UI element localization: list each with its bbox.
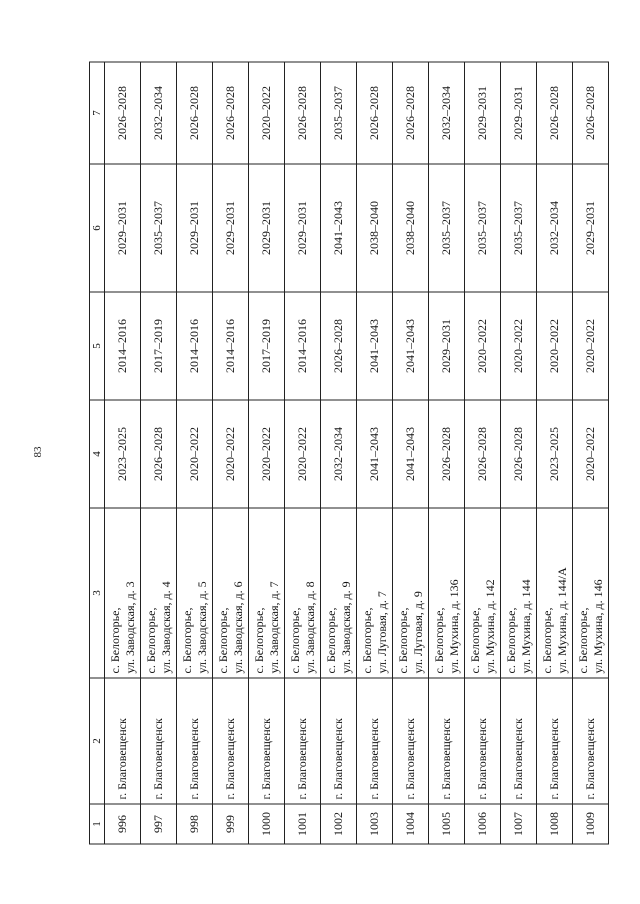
period-cell: 2032–2034 — [141, 62, 177, 164]
period-cell: 2026–2028 — [465, 400, 501, 508]
address-cell: с. Белогорье, ул. Заводская, д. 8 — [285, 508, 321, 678]
period-cell: 2014–2016 — [213, 292, 249, 400]
period-cell: 2035–2037 — [465, 164, 501, 292]
period-cell: 2026–2028 — [177, 62, 213, 164]
period-cell: 2035–2037 — [501, 164, 537, 292]
column-header: 1 — [90, 804, 105, 844]
row-number-cell: 998 — [177, 804, 213, 844]
row-number-cell: 1008 — [537, 804, 573, 844]
period-cell: 2026–2028 — [321, 292, 357, 400]
page-number: 83 — [32, 446, 44, 458]
period-cell: 2029–2031 — [213, 164, 249, 292]
period-cell: 2014–2016 — [177, 292, 213, 400]
period-cell: 2041–2043 — [321, 164, 357, 292]
period-cell: 2023–2025 — [537, 400, 573, 508]
period-cell: 2041–2043 — [393, 292, 429, 400]
address-cell: с. Белогорье, ул. Заводская, д. 5 — [177, 508, 213, 678]
table-row — [573, 62, 609, 844]
row-number-cell: 1001 — [285, 804, 321, 844]
period-cell: 2020–2022 — [177, 400, 213, 508]
table-row — [537, 62, 573, 844]
period-cell: 2026–2028 — [105, 62, 141, 164]
column-header: 4 — [90, 400, 105, 508]
table-header — [90, 62, 105, 844]
table-row — [249, 62, 285, 844]
table-row — [501, 62, 537, 844]
table-row — [429, 62, 465, 844]
table-row — [393, 62, 429, 844]
period-cell: 2026–2028 — [393, 62, 429, 164]
period-cell: 2041–2043 — [393, 400, 429, 508]
period-cell: 2014–2016 — [285, 292, 321, 400]
period-cell: 2020–2022 — [465, 292, 501, 400]
address-cell: с. Белогорье, ул. Луговая, д. 9 — [393, 508, 429, 678]
table-row — [285, 62, 321, 844]
city-cell: г. Благовещенск — [141, 678, 177, 804]
period-cell: 2026–2028 — [429, 400, 465, 508]
period-cell: 2020–2022 — [573, 292, 609, 400]
column-header: 6 — [90, 164, 105, 292]
city-cell: г. Благовещенск — [357, 678, 393, 804]
row-number-cell: 1005 — [429, 804, 465, 844]
period-cell: 2038–2040 — [357, 164, 393, 292]
period-cell: 2029–2031 — [573, 164, 609, 292]
period-cell: 2020–2022 — [501, 292, 537, 400]
city-cell: г. Благовещенск — [465, 678, 501, 804]
column-header: 2 — [90, 678, 105, 804]
city-cell: г. Благовещенск — [537, 678, 573, 804]
row-number-cell: 1009 — [573, 804, 609, 844]
data-table — [89, 62, 609, 845]
table-row — [105, 62, 141, 844]
row-number-cell: 997 — [141, 804, 177, 844]
table-row — [177, 62, 213, 844]
period-cell: 2029–2031 — [285, 164, 321, 292]
address-cell: с. Белогорье, ул. Мухина, д. 136 — [429, 508, 465, 678]
address-cell: с. Белогорье, ул. Мухина, д. 146 — [573, 508, 609, 678]
period-cell: 2020–2022 — [213, 400, 249, 508]
row-number-cell: 1004 — [393, 804, 429, 844]
row-number-cell: 999 — [213, 804, 249, 844]
row-number-cell: 1006 — [465, 804, 501, 844]
row-number-cell: 1000 — [249, 804, 285, 844]
period-cell: 2029–2031 — [429, 292, 465, 400]
header-row — [90, 62, 105, 844]
table-row — [465, 62, 501, 844]
address-cell: с. Белогорье, ул. Заводская, д. 6 — [213, 508, 249, 678]
address-cell: с. Белогорье, ул. Мухина, д. 144/А — [537, 508, 573, 678]
period-cell: 2029–2031 — [177, 164, 213, 292]
address-cell: с. Белогорье, ул. Заводская, д. 4 — [141, 508, 177, 678]
period-cell: 2038–2040 — [393, 164, 429, 292]
table-container — [89, 62, 609, 844]
address-cell: с. Белогорье, ул. Заводская, д. 7 — [249, 508, 285, 678]
city-cell: г. Благовещенск — [105, 678, 141, 804]
period-cell: 2035–2037 — [141, 164, 177, 292]
period-cell: 2041–2043 — [357, 400, 393, 508]
city-cell: г. Благовещенск — [429, 678, 465, 804]
table-row — [213, 62, 249, 844]
address-cell: с. Белогорье, ул. Луговая, д. 7 — [357, 508, 393, 678]
address-cell: с. Белогорье, ул. Заводская, д. 3 — [105, 508, 141, 678]
period-cell: 2020–2022 — [249, 400, 285, 508]
city-cell: г. Благовещенск — [573, 678, 609, 804]
period-cell: 2041–2043 — [357, 292, 393, 400]
address-cell: с. Белогорье, ул. Мухина, д. 144 — [501, 508, 537, 678]
period-cell: 2035–2037 — [429, 164, 465, 292]
city-cell: г. Благовещенск — [213, 678, 249, 804]
period-cell: 2020–2022 — [573, 400, 609, 508]
period-cell: 2017–2019 — [249, 292, 285, 400]
table-row — [141, 62, 177, 844]
address-cell: с. Белогорье, ул. Мухина, д. 142 — [465, 508, 501, 678]
row-number-cell: 1002 — [321, 804, 357, 844]
period-cell: 2026–2028 — [573, 62, 609, 164]
period-cell: 2029–2031 — [501, 62, 537, 164]
period-cell: 2032–2034 — [429, 62, 465, 164]
period-cell: 2026–2028 — [141, 400, 177, 508]
row-number-cell: 996 — [105, 804, 141, 844]
period-cell: 2020–2022 — [537, 292, 573, 400]
period-cell: 2026–2028 — [285, 62, 321, 164]
column-header: 3 — [90, 508, 105, 678]
period-cell: 2017–2019 — [141, 292, 177, 400]
period-cell: 2014–2016 — [105, 292, 141, 400]
row-number-cell: 1007 — [501, 804, 537, 844]
period-cell: 2026–2028 — [213, 62, 249, 164]
table-row — [357, 62, 393, 844]
city-cell: г. Благовещенск — [321, 678, 357, 804]
period-cell: 2029–2031 — [105, 164, 141, 292]
table-body — [105, 62, 609, 844]
period-cell: 2026–2028 — [501, 400, 537, 508]
period-cell: 2020–2022 — [249, 62, 285, 164]
city-cell: г. Благовещенск — [249, 678, 285, 804]
period-cell: 2026–2028 — [357, 62, 393, 164]
period-cell: 2029–2031 — [249, 164, 285, 292]
period-cell: 2023–2025 — [105, 400, 141, 508]
city-cell: г. Благовещенск — [501, 678, 537, 804]
city-cell: г. Благовещенск — [177, 678, 213, 804]
period-cell: 2032–2034 — [537, 164, 573, 292]
column-header: 7 — [90, 62, 105, 164]
column-header: 5 — [90, 292, 105, 400]
address-cell: с. Белогорье, ул. Заводская, д. 9 — [321, 508, 357, 678]
city-cell: г. Благовещенск — [393, 678, 429, 804]
period-cell: 2020–2022 — [285, 400, 321, 508]
period-cell: 2032–2034 — [321, 400, 357, 508]
table-row — [321, 62, 357, 844]
city-cell: г. Благовещенск — [285, 678, 321, 804]
row-number-cell: 1003 — [357, 804, 393, 844]
period-cell: 2026–2028 — [537, 62, 573, 164]
period-cell: 2029–2031 — [465, 62, 501, 164]
period-cell: 2035–2037 — [321, 62, 357, 164]
